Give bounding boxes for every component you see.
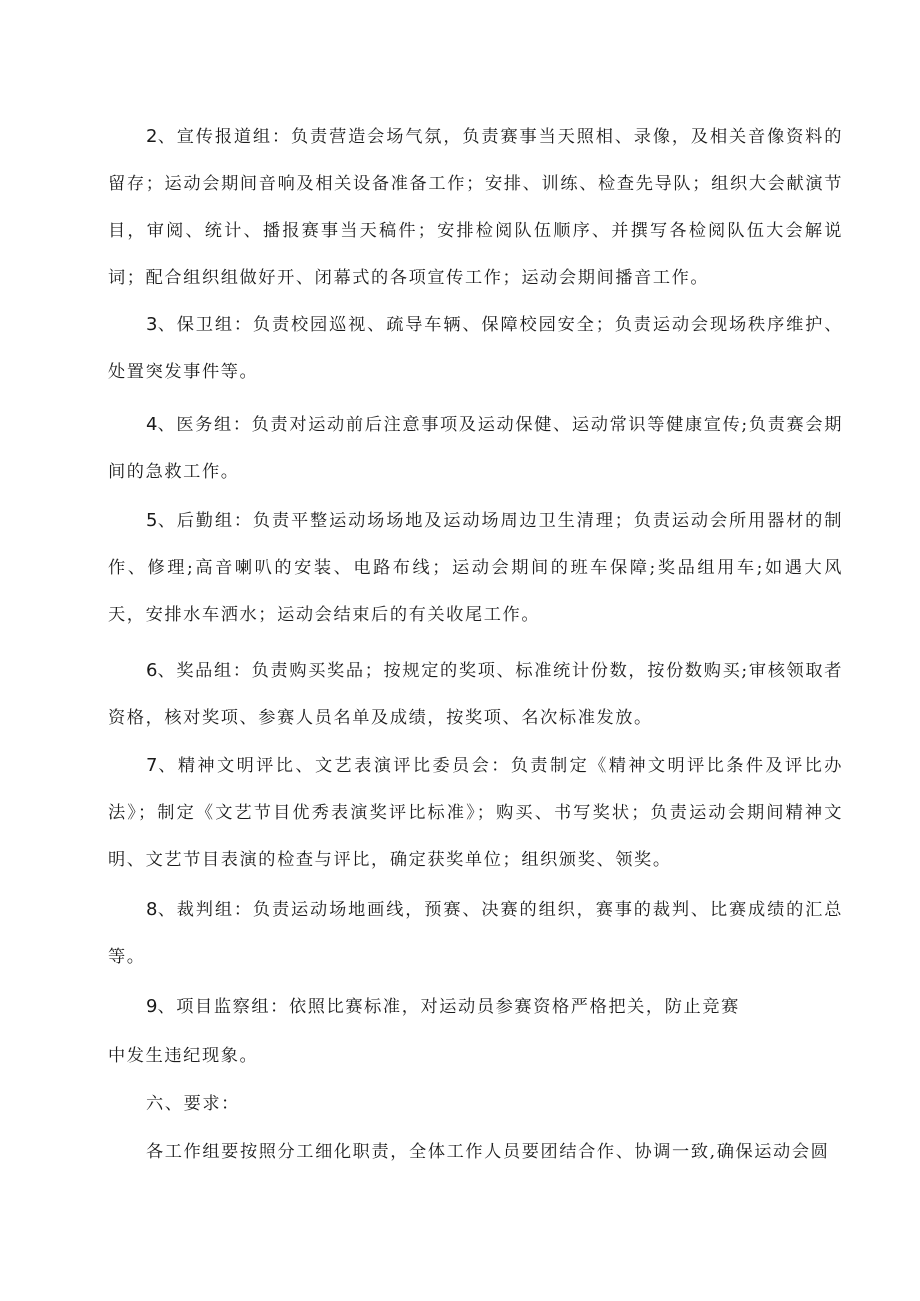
paragraph-item-7 bbox=[108, 742, 843, 884]
paragraph-item-9-line-2: 中发生违纪现象。 bbox=[108, 1046, 259, 1066]
item-text: 、项目监察组：依照比赛标准，对运动员参赛资格严格把关，防止竞赛 bbox=[157, 997, 740, 1017]
paragraph-item-2 bbox=[108, 113, 843, 302]
item-text: 、后勤组：负责平整运动场场地及运动场周边卫生清理；负责运动会所用器材的制作、修理;高音喇叭的安装、电路布线；运动会期间的班车保障;奖品组用车;如遇大风天，安排水车洒水；运动会结束后的有关收尾工作。 bbox=[108, 511, 843, 625]
item-number: 6 bbox=[146, 660, 158, 681]
item-number: 3 bbox=[146, 314, 158, 335]
item-text: 、奖品组：负责购买奖品；按规定的奖项、标准统计份数，按份数购买;审核领取者资格，核对奖项、参赛人员名单及成绩，按奖项、名次标准发放。 bbox=[108, 661, 843, 728]
item-number: 2 bbox=[146, 126, 158, 147]
paragraph-item-9-line-1 bbox=[146, 983, 740, 1031]
item-number: 5 bbox=[146, 510, 158, 531]
paragraph-item-4 bbox=[108, 401, 843, 496]
paragraph-item-5 bbox=[108, 497, 843, 639]
item-number: 9 bbox=[146, 996, 158, 1017]
item-text: 、医务组：负责对运动前后注意事项及运动保健、运动常识等健康宣传;负责赛会期间的急救工作。 bbox=[108, 415, 843, 482]
item-text: 、裁判组：负责运动场地画线，预赛、决赛的组织，赛事的裁判、比赛成绩的汇总等。 bbox=[108, 900, 843, 967]
paragraph-item-6 bbox=[108, 647, 843, 742]
item-text: 、精神文明评比、文艺表演评比委员会：负责制定《精神文明评比条件及评比办法》；制定《文艺节目优秀表演奖评比标准》；购买、书写奖状；负责运动会期间精神文明、文艺节目表演的检查与评比，确定获奖单位；组织颁奖、领奖。 bbox=[108, 756, 843, 870]
item-number: 7 bbox=[146, 755, 158, 776]
section-heading: 六、要求： bbox=[146, 1094, 240, 1114]
final-paragraph: 各工作组要按照分工细化职责，全体工作人员要团结合作、协调一致,确保运动会圆 bbox=[146, 1142, 830, 1162]
item-text: 、宣传报道组：负责营造会场气氛，负责赛事当天照相、录像，及相关音像资料的留存；运动会期间音响及相关设备准备工作；安排、训练、检查先导队；组织大会献演节目，审阅、统计、播报赛事当天稿件；安排检阅队伍顺序、并撰写各检阅队伍大会解说词；配合组织组做好开、闭幕式的各项宣传工作；运动会期间播音工作。 bbox=[108, 127, 843, 288]
paragraph-item-8 bbox=[108, 886, 843, 981]
item-number: 8 bbox=[146, 899, 158, 920]
item-number: 4 bbox=[146, 414, 158, 435]
item-text: 、保卫组：负责校园巡视、疏导车辆、保障校园安全；负责运动会现场秩序维护、处置突发事件等。 bbox=[108, 315, 843, 382]
paragraph-item-3 bbox=[108, 301, 843, 396]
